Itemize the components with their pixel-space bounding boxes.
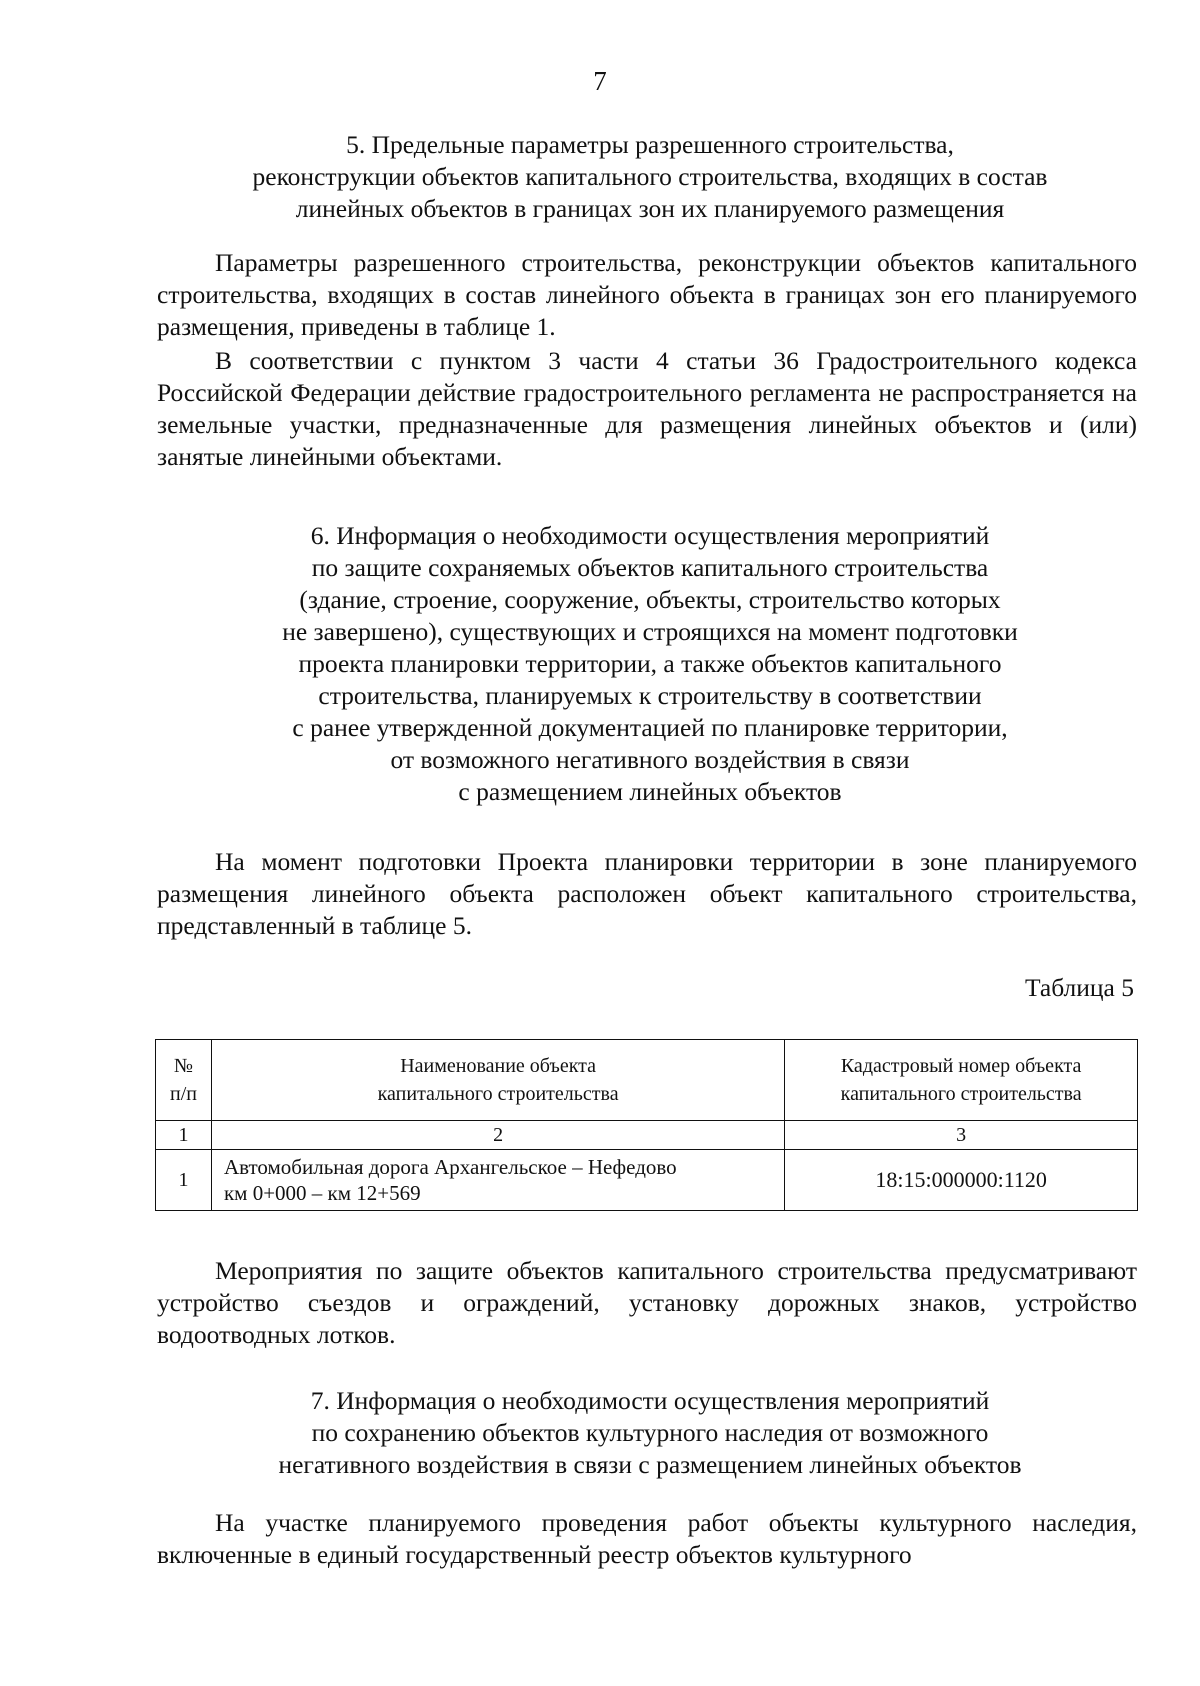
row-cadastral-number: 18:15:000000:1120 [785, 1150, 1138, 1211]
heading-line: негативного воздействия в связи с размещением линейных объектов [278, 1450, 1022, 1479]
table-header-row [156, 1040, 1138, 1121]
objects-table [155, 1039, 1138, 1211]
heading-line: (здание, строение, сооружение, объекты, строительство которых [299, 585, 1001, 614]
table-row [156, 1150, 1138, 1211]
row-object-name: Автомобильная дорога Архангельское – Нефедово км 0+000 – км 12+569 [211, 1150, 784, 1211]
page-number: 7 [593, 66, 607, 96]
heading-line: с ранее утвержденной документацией по планировке территории, [292, 713, 1008, 742]
heading-line: 5. Предельные параметры разрешенного строительства, [346, 130, 954, 159]
heading-line: по защите сохраняемых объектов капитального строительства [311, 553, 989, 582]
section-7-heading [160, 1385, 1140, 1481]
section-6-paragraph-1: На момент подготовки Проекта планировки территории в зоне планируемого размещения линейного объекта расположен объект капитального строительства, представленный в таблице 5. [157, 847, 1137, 940]
table-column-numbers-row [156, 1121, 1138, 1150]
row-num: 1 [156, 1150, 212, 1211]
header-cadastral: Кадастровый номер объекта капитального строительства [785, 1040, 1138, 1121]
section-5-paragraph-2: В соответствии с пунктом 3 части 4 статьи 36 Градостроительного кодекса Российской Федерации действие градостроительного регламента не распространяется на земельные участки, предназначенные для размещения линейных объектов и (или) занятые линейными объектами. [157, 346, 1137, 471]
section-6-paragraph-2: Мероприятия по защите объектов капитального строительства предусматривают устройство съездов и ограждений, установку дорожных знаков, устройство водоотводных лотков. [157, 1256, 1137, 1349]
heading-line: строительства, планируемых к строительству в соответствии [318, 681, 982, 710]
heading-line: линейных объектов в границах зон их планируемого размещения [295, 194, 1005, 223]
section-7-paragraph-1: На участке планируемого проведения работ объекты культурного наследия, включенные в единый государственный реестр объектов культурного [157, 1508, 1137, 1569]
heading-line: 7. Информация о необходимости осуществления мероприятий [310, 1386, 990, 1415]
heading-line: 6. Информация о необходимости осуществления мероприятий [310, 521, 990, 550]
heading-line: реконструкции объектов капитального строительства, входящих в состав [252, 162, 1048, 191]
column-number: 1 [156, 1121, 212, 1150]
heading-line: проекта планировки территории, а также объектов капитального [298, 649, 1002, 678]
section-6-heading [160, 520, 1140, 808]
heading-line: не завершено), существующих и строящихся на момент подготовки [282, 617, 1018, 646]
table-caption: Таблица 5 [1024, 973, 1134, 1002]
column-number: 3 [785, 1121, 1138, 1150]
section-5-heading [160, 129, 1140, 225]
heading-line: от возможного негативного воздействия в связи [390, 745, 910, 774]
header-num: № п/п [156, 1040, 212, 1121]
header-name: Наименование объекта капитального строительства [211, 1040, 784, 1121]
heading-line: по сохранению объектов культурного наследия от возможного [311, 1418, 989, 1447]
column-number: 2 [211, 1121, 784, 1150]
section-5-paragraph-1: Параметры разрешенного строительства, реконструкции объектов капитального строительства, входящих в состав линейного объекта в границах зон его планируемого размещения, приведены в таблице 1. [157, 248, 1137, 341]
heading-line: с размещением линейных объектов [458, 777, 842, 806]
